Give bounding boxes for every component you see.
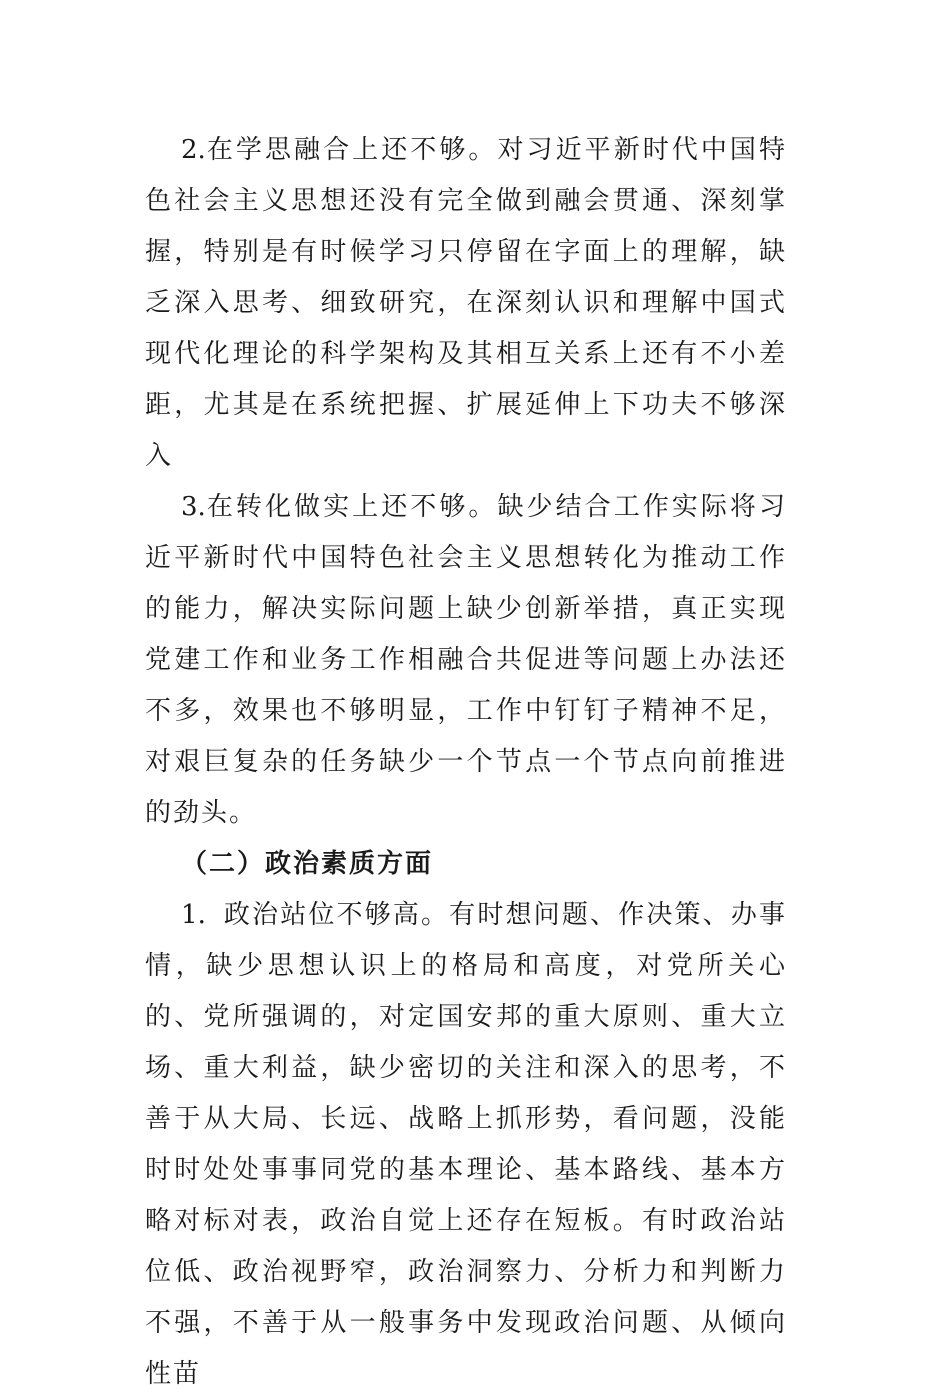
paragraph-number: 1．: [181, 900, 224, 930]
paragraph-transformation: [145, 482, 787, 839]
paragraph-number: 2.: [181, 135, 206, 165]
section-heading: （二）政治素质方面: [181, 849, 434, 879]
paragraph-text: 在学思融合上还不够。对习近平新时代中国特色社会主义思想还没有完全做到融会贯通、深刻掌握，特别是有时候学习只停留在字面上的理解，缺乏深入思考、细致研究，在深刻认识和理解中国式现代化理论的科学架构及其相互关系上还有不小差距，尤其是在系统把握、扩展延伸上下功夫不够深入: [145, 135, 787, 471]
paragraph-study-integration: [145, 125, 787, 482]
paragraph-text: 政治站位不够高。有时想问题、作决策、办事情，缺少思想认识上的格局和高度，对党所关心的、党所强调的，对定国安邦的重大原则、重大立场、重大利益，缺少密切的关注和深入的思考，不善于从大局、长远、战略上抓形势，看问题，没能时时处处事事同党的基本理论、基本路线、基本方略对标对表，政治自觉上还存在短板。有时政治站位低、政治视野窄，政治洞察力、分析力和判断力不强，不善于从一般事务中发现政治问题、从倾向性苗: [145, 900, 787, 1389]
document-page: [145, 125, 787, 1400]
paragraph-political-stance: [145, 890, 787, 1400]
paragraph-text: 在转化做实上还不够。缺少结合工作实际将习近平新时代中国特色社会主义思想转化为推动工作的能力，解决实际问题上缺少创新举措，真正实现党建工作和业务工作相融合共促进等问题上办法还不多，效果也不够明显，工作中钉钉子精神不足，对艰巨复杂的任务缺少一个节点一个节点向前推进的劲头。: [145, 492, 787, 828]
paragraph-number: 3.: [181, 492, 206, 522]
